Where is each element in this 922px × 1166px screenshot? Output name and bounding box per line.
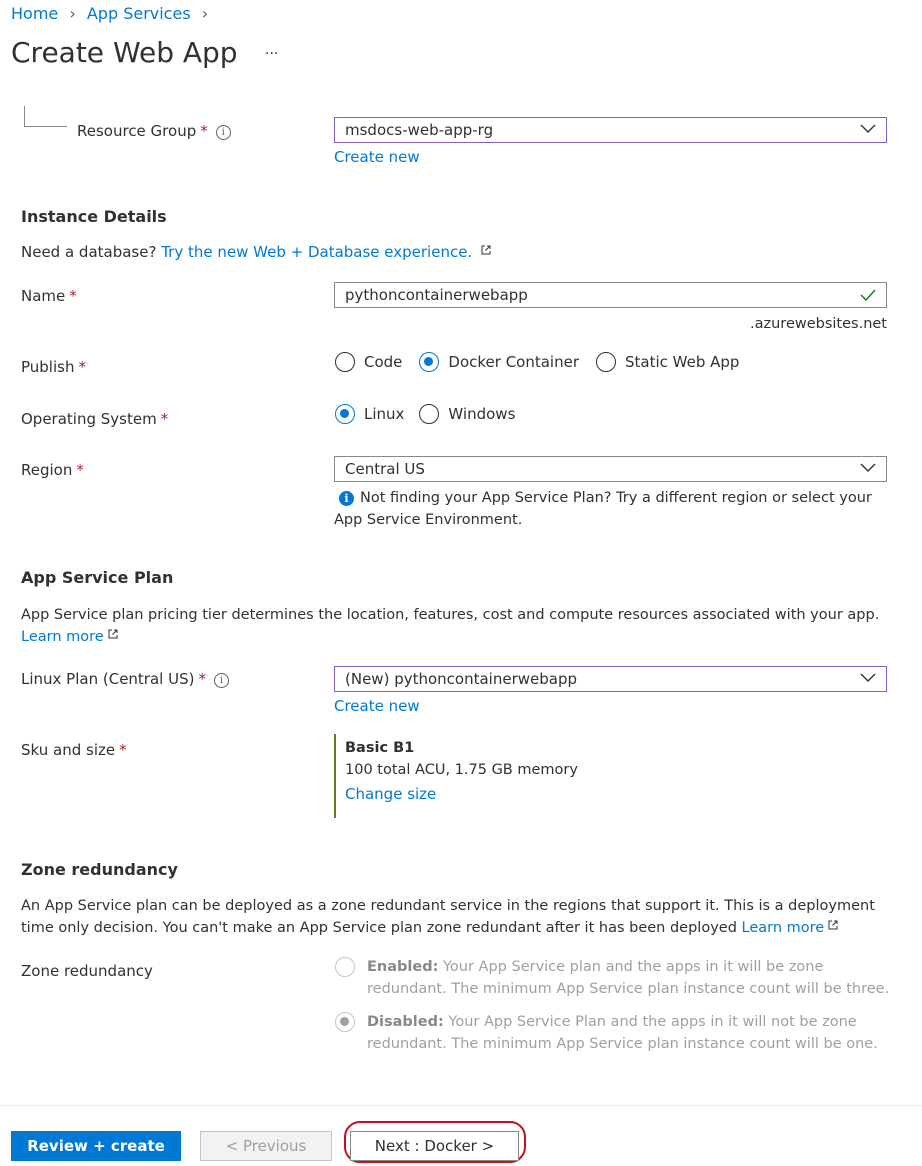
footer-divider bbox=[0, 1105, 922, 1106]
previous-button[interactable]: < Previous bbox=[200, 1131, 332, 1161]
breadcrumb bbox=[11, 4, 214, 23]
tree-connector bbox=[24, 106, 67, 127]
zone-redundancy-description: An App Service plan can be deployed as a zone redundant service in the regions that support it. This is a deployment time only decision. You can't make an App Service plan zone redundant after it has been deployed Learn more bbox=[21, 898, 875, 936]
review-create-button[interactable]: Review + create bbox=[11, 1131, 181, 1161]
breadcrumb-home[interactable]: Home bbox=[11, 4, 59, 23]
publish-label: Publish * bbox=[21, 358, 86, 376]
sku-tier: Basic B1 bbox=[345, 740, 415, 756]
linux-plan-label: Linux Plan (Central US) * i bbox=[21, 670, 229, 688]
chevron-down-icon bbox=[860, 463, 876, 473]
region-dropdown[interactable]: Central US bbox=[334, 456, 887, 482]
chevron-right-icon: › bbox=[201, 4, 209, 23]
region-info: i Not finding your App Service Plan? Try a different region or select your App Service Environment. bbox=[334, 490, 872, 528]
resource-group-label: Resource Group * i bbox=[77, 122, 231, 140]
external-link-icon bbox=[108, 629, 118, 639]
linux-plan-dropdown[interactable]: (New) pythoncontainerwebapp bbox=[334, 666, 887, 692]
name-label: Name * bbox=[21, 287, 77, 305]
zone-disabled-option[interactable]: Disabled: Your App Service Plan and the apps in it will not be zone redundant. The minimum App Service plan instance count will be one. bbox=[335, 1011, 878, 1055]
info-filled-icon: i bbox=[339, 491, 354, 506]
os-linux-radio[interactable]: Linux bbox=[335, 404, 404, 424]
page-title: Create Web App bbox=[11, 36, 238, 69]
resource-group-dropdown[interactable]: msdocs-web-app-rg bbox=[334, 117, 887, 143]
zone-redundancy-label: Zone redundancy bbox=[21, 962, 153, 980]
web-database-link[interactable]: Try the new Web + Database experience. bbox=[161, 243, 473, 261]
external-link-icon bbox=[481, 245, 491, 255]
publish-static-radio[interactable]: Static Web App bbox=[596, 352, 739, 372]
publish-code-radio[interactable]: Code bbox=[335, 352, 402, 372]
app-service-plan-title: App Service Plan bbox=[21, 568, 174, 587]
external-link-icon bbox=[828, 920, 838, 930]
resource-group-create-new[interactable]: Create new bbox=[334, 148, 420, 166]
info-icon[interactable]: i bbox=[216, 125, 231, 140]
publish-options bbox=[335, 352, 739, 372]
os-options bbox=[335, 404, 515, 424]
chevron-down-icon bbox=[860, 673, 876, 683]
sku-details: 100 total ACU, 1.75 GB memory bbox=[345, 762, 578, 778]
os-windows-radio[interactable]: Windows bbox=[419, 404, 515, 424]
name-input[interactable]: pythoncontainerwebapp bbox=[334, 282, 887, 308]
publish-docker-radio[interactable]: Docker Container bbox=[419, 352, 579, 372]
sku-label: Sku and size * bbox=[21, 741, 127, 759]
info-icon[interactable]: i bbox=[214, 673, 229, 688]
region-label: Region * bbox=[21, 461, 84, 479]
learn-more-link[interactable]: Learn more bbox=[21, 629, 104, 645]
zone-enabled-radio[interactable] bbox=[335, 957, 355, 977]
app-service-plan-description: App Service plan pricing tier determines the location, features, cost and compute resources associated with your app. Learn more bbox=[21, 607, 880, 645]
name-suffix: .azurewebsites.net bbox=[750, 316, 887, 332]
os-label: Operating System * bbox=[21, 410, 169, 428]
zone-redundancy-title: Zone redundancy bbox=[21, 860, 178, 879]
chevron-down-icon bbox=[860, 124, 876, 134]
breadcrumb-app-services[interactable]: App Services bbox=[86, 4, 191, 23]
checkmark-icon bbox=[860, 289, 876, 301]
sku-panel bbox=[334, 734, 578, 818]
instance-details-title: Instance Details bbox=[21, 207, 167, 226]
zone-enabled-option[interactable]: Enabled: Your App Service plan and the apps in it will be zone redundant. The minimum App Service plan instance count will be three. bbox=[335, 956, 889, 1000]
learn-more-link[interactable]: Learn more bbox=[741, 920, 825, 936]
change-size-link[interactable]: Change size bbox=[345, 785, 437, 803]
next-docker-button[interactable]: Next : Docker > bbox=[350, 1131, 519, 1161]
chevron-right-icon: › bbox=[69, 4, 76, 23]
database-prompt: Need a database? Try the new Web + Database experience. bbox=[21, 243, 491, 261]
zone-disabled-radio[interactable] bbox=[335, 1012, 355, 1032]
linux-plan-create-new[interactable]: Create new bbox=[334, 697, 420, 715]
more-options-icon[interactable]: ··· bbox=[265, 46, 279, 62]
